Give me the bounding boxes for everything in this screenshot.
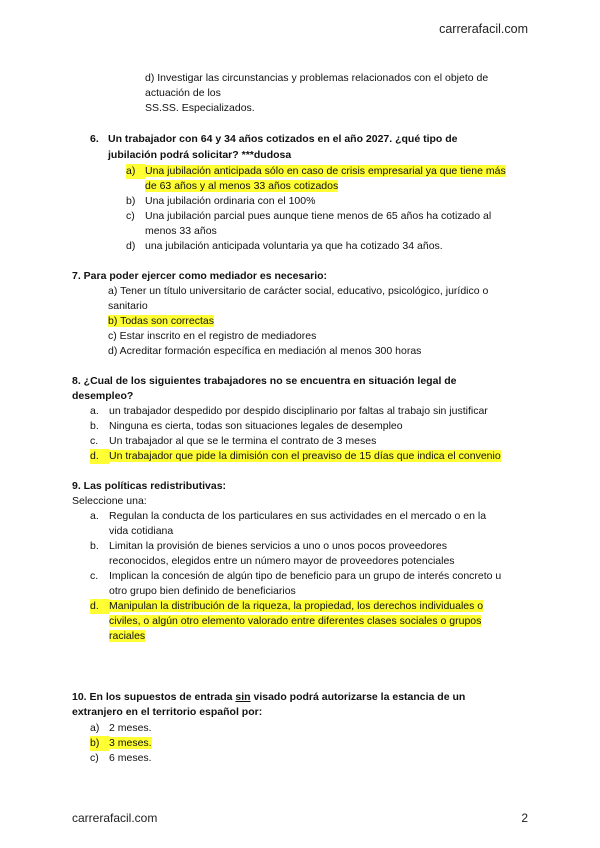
question-8-option-d[interactable] <box>90 449 535 464</box>
option-a-line1: Regulan la conducta de los particulares en sus actividades en el mercado o en la <box>109 510 487 522</box>
option-letter: d. <box>90 599 109 614</box>
prev-option-d-line2: actuación de los <box>145 87 221 99</box>
option-d-line1: Manipulan la distribución de la riqueza, la propiedad, los derechos individuales o <box>109 600 484 612</box>
question-6-option-a-line2 <box>145 179 338 194</box>
q10-text-pre: 10. En los supuestos de entrada <box>72 691 236 703</box>
question-9-option-b-line2: reconocidos, elegidos entre un número mayor de proveedores potenciales <box>109 555 455 567</box>
question-6-option-c[interactable] <box>126 209 531 224</box>
option-letter: c. <box>90 570 99 582</box>
question-10-line1 <box>72 690 532 705</box>
option-letter: c) <box>90 752 99 764</box>
question-10-option-c[interactable] <box>90 751 290 766</box>
option-letter: a) <box>90 722 100 734</box>
prev-option-d-line3: SS.SS. Especializados. <box>145 102 255 114</box>
question-8-line2: desempleo? <box>72 390 134 402</box>
option-d-text: Un trabajador que pide la dimisión con el preaviso de 15 días que indica el convenio <box>109 450 501 462</box>
option-letter: d) <box>126 240 136 252</box>
question-6-option-b[interactable] <box>126 194 531 209</box>
question-9-option-d-line3 <box>109 629 145 644</box>
option-letter: a. <box>90 405 99 417</box>
question-7-option-d[interactable]: d) Acreditar formación específica en mediación al menos 300 horas <box>108 345 422 357</box>
question-6-line2: jubilación podrá solicitar? ***dudosa <box>108 149 292 161</box>
question-6-line1: Un trabajador con 64 y 34 años cotizados en el año 2027. ¿qué tipo de <box>108 133 458 145</box>
option-c-line1: Implican la concesión de algún tipo de beneficio para un grupo de interés concreto u <box>109 570 502 582</box>
question-8-option-b[interactable] <box>90 419 530 434</box>
option-d-text: una jubilación anticipada voluntaria ya que ha cotizado 34 años. <box>145 240 443 252</box>
question-10-line2: extranjero en el territorio español por: <box>72 706 263 718</box>
question-6-title <box>90 132 520 147</box>
option-c-line1: Una jubilación parcial pues aunque tiene menos de 65 años ha cotizado al <box>145 210 492 222</box>
question-9-title: 9. Las políticas redistributivas: <box>72 480 227 492</box>
option-a-text: 2 meses. <box>109 722 152 734</box>
option-letter: c) <box>126 210 135 222</box>
option-b-text: 3 meses. <box>109 737 152 749</box>
question-10-option-b[interactable] <box>90 736 290 751</box>
question-6-number: 6. <box>90 133 99 145</box>
option-a-text: un trabajador despedido por despido disciplinario por faltas al trabajo sin justificar <box>109 405 488 417</box>
option-d-line3: raciales <box>109 630 146 642</box>
option-letter: a) <box>126 164 145 179</box>
question-9-option-d-line2 <box>109 614 481 629</box>
question-6-option-a[interactable] <box>126 164 531 179</box>
question-9-option-a-line2: vida cotidiana <box>109 525 174 537</box>
option-b-line1: Limitan la provisión de bienes servicios a uno o unos pocos proveedores <box>109 540 447 552</box>
question-8-line1: 8. ¿Cual de los siguientes trabajadores no se encuentra en situación legal de <box>72 375 457 387</box>
option-b-text: Ninguna es cierta, todas son situaciones legales de desempleo <box>109 420 403 432</box>
question-9-option-c-line2: otro grupo bien definido de beneficiarios <box>109 585 296 597</box>
option-a-line1: Una jubilación anticipada sólo en caso de crisis empresarial ya que tiene más <box>145 165 506 177</box>
option-letter: b) <box>126 195 136 207</box>
question-9-option-c[interactable] <box>90 569 535 584</box>
option-letter: c. <box>90 435 99 447</box>
footer-brand: carrerafacil.com <box>72 811 158 825</box>
option-letter: a. <box>90 510 99 522</box>
option-letter: d. <box>90 449 109 464</box>
option-b-text: Una jubilación ordinaria con el 100% <box>145 195 316 207</box>
question-7-title: 7. Para poder ejercer como mediador es necesario: <box>72 270 328 282</box>
question-7-option-a-line1[interactable]: a) Tener un título universitario de carácter social, educativo, psicológico, jurídico o <box>108 285 489 297</box>
option-letter: b. <box>90 420 99 432</box>
question-6-option-c-line2: menos 33 años <box>145 225 217 237</box>
option-c-text: 6 meses. <box>109 752 152 764</box>
option-letter: b) <box>90 736 109 751</box>
page-number: 2 <box>521 811 528 825</box>
prev-option-d-line1: d) Investigar las circunstancias y problemas relacionados con el objeto de <box>145 72 489 84</box>
option-c-text: Un trabajador al que se le termina el contrato de 3 meses <box>109 435 377 447</box>
header-brand: carrerafacil.com <box>439 22 528 36</box>
option-d-line2: civiles, o algún otro elemento valorado entre diferentes clases sociales o grupos <box>109 615 482 627</box>
q10-text-underlined: sin <box>235 691 251 703</box>
q10-text-post: visado podrá autorizarse la estancia de un <box>250 691 466 703</box>
question-10-option-a[interactable] <box>90 721 290 736</box>
question-7-option-a-line2: sanitario <box>108 300 148 312</box>
question-9-option-d[interactable] <box>90 599 530 614</box>
question-6-option-d[interactable] <box>126 239 531 254</box>
question-8-option-a[interactable] <box>90 404 530 419</box>
question-8-option-c[interactable] <box>90 434 530 449</box>
question-9-option-a[interactable] <box>90 509 530 524</box>
question-9-option-b[interactable] <box>90 539 530 554</box>
question-7-option-b[interactable] <box>108 314 214 329</box>
option-b-text: b) Todas son correctas <box>108 315 215 327</box>
question-7-option-c[interactable]: c) Estar inscrito en el registro de mediadores <box>108 330 317 342</box>
option-a-line2: de 63 años y al menos 33 años cotizados <box>145 180 339 192</box>
question-9-select-prompt: Seleccione una: <box>72 495 147 507</box>
option-letter: b. <box>90 540 99 552</box>
